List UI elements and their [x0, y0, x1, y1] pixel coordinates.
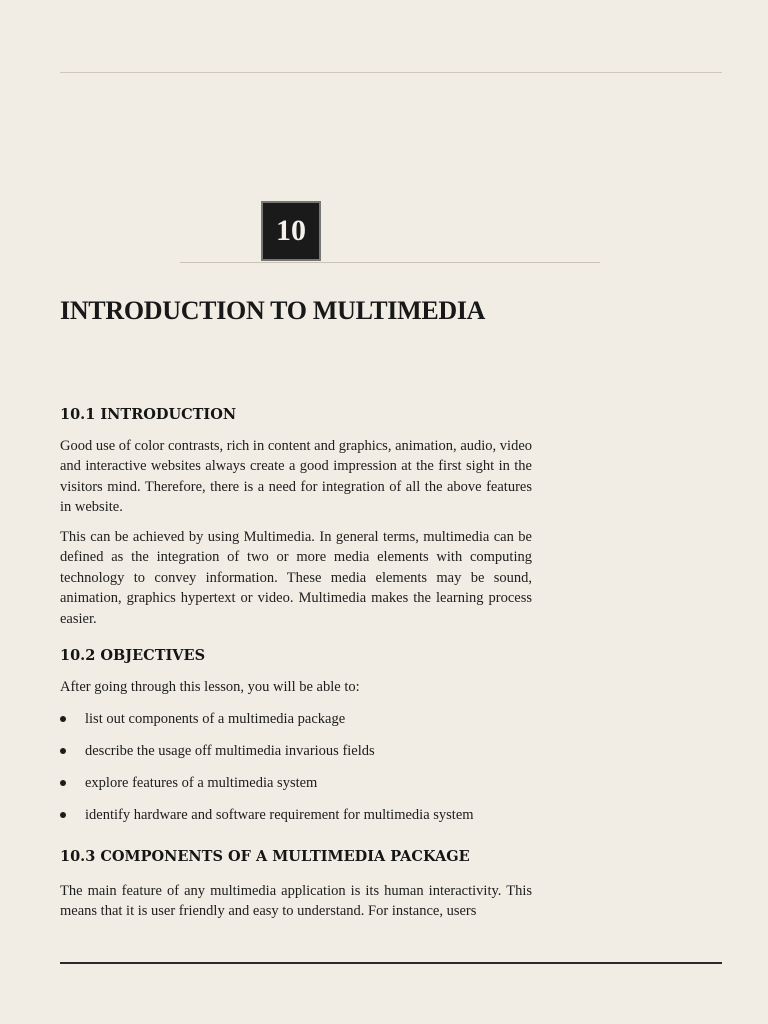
bullet-text: identify hardware and software requirement for multimedia system [85, 807, 474, 823]
section-heading-objectives: 10.2 OBJECTIVES [60, 647, 206, 664]
bullet-icon [60, 716, 66, 722]
bullet-text: describe the usage off multimedia invarious fields [85, 743, 375, 759]
bleed-through-line [180, 262, 600, 263]
introduction-paragraph-1: Good use of color contrasts, rich in content and graphics, animation, audio, video and interactive websites always create a good impression at the first sight in the visitors mind. Therefore, there is a need for integration of all the above features in website. [60, 438, 532, 516]
section-heading-introduction: 10.1 INTRODUCTION [60, 406, 237, 423]
bullet-text: explore features of a multimedia system [85, 775, 318, 791]
footer-rule [60, 962, 722, 964]
bullet-icon [60, 780, 66, 786]
bullet-icon [60, 748, 66, 754]
section-heading-components: 10.3 COMPONENTS OF A MULTIMEDIA PACKAGE [60, 848, 470, 865]
objectives-intro: After going through this lesson, you will be able to: [60, 679, 360, 695]
chapter-number-box [261, 201, 321, 261]
bleed-through-header-rule [60, 72, 722, 73]
introduction-paragraph-2: This can be achieved by using Multimedia. In general terms, multimedia can be defined as the integration of two or more media elements with computing technology to convey information. These media elements may be sound, animation, graphics hypertext or video. Multimedia makes the learning process easier. [60, 529, 532, 627]
components-paragraph-1: The main feature of any multimedia application is its human interactivity. This means that it is user friendly and easy to understand. For instance, users [60, 883, 532, 920]
chapter-title: INTRODUCTION TO MULTIMEDIA [60, 296, 486, 325]
chapter-number: 10 [276, 214, 306, 247]
bullet-text: list out components of a multimedia package [85, 711, 346, 727]
bullet-icon [60, 812, 66, 818]
